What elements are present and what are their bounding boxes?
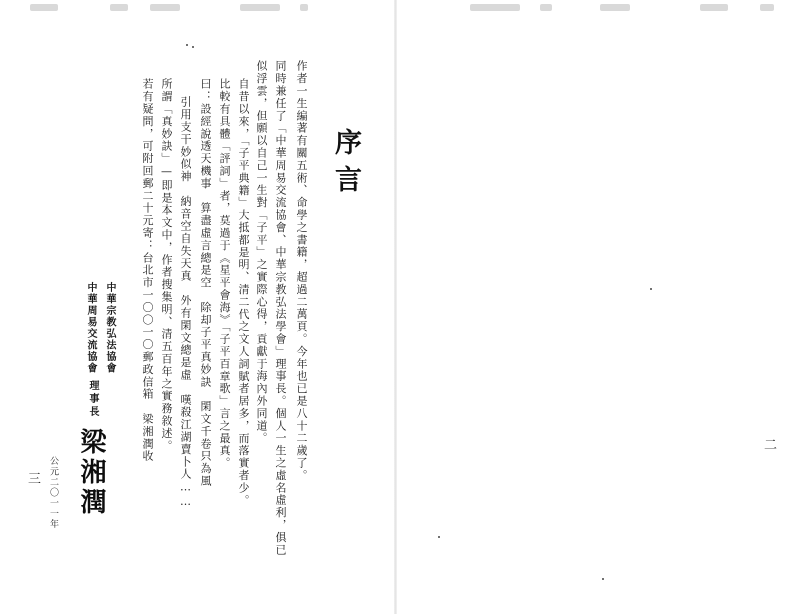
preface-line-2: 同時兼任了「中華周易交流協會、中華宗教弘法學會」理事長。個人一生之虛名虛利，俱已 <box>274 60 287 556</box>
preface-line-6: 曰：設經說透天機事 算盡虛言總是空 除却子平真妙訣 閑文千卷只為風 <box>199 78 212 488</box>
preface-line-8: 所謂「真妙訣」—即是本文中，作者搜集明、清五百年之實務敘述。 <box>160 78 173 452</box>
preface-line-4: 自昔以來，「子平典籍」大抵都是明、清二代之文人詞賦者居多，而落實者少。 <box>237 78 250 507</box>
preface-line-9: 若有疑問，可附回郵二十元寄：台北市一〇〇一〇郵政信箱 梁湘潤收 <box>141 78 154 463</box>
right-page <box>396 0 793 614</box>
scan-speck <box>602 578 604 580</box>
preface-line-7: 引用支干妙似神 納音空自失天真 外有閑文總是虛 嘆殺江湖賣卜人…… <box>179 96 192 510</box>
organization-1: 中華宗教弘法協會 <box>104 282 115 374</box>
page-number-right: 二 <box>764 438 778 453</box>
page-number-left: 三 <box>28 472 42 487</box>
preface-title: 序言 <box>330 128 361 202</box>
preface-date: 公元二〇一一年 <box>48 456 58 530</box>
scan-speck <box>192 46 194 48</box>
left-page <box>0 0 396 614</box>
title-chairman: 理事長 <box>87 380 98 419</box>
author-signature: 梁湘潤 <box>76 428 106 518</box>
organization-2: 中華周易交流協會 <box>85 282 96 374</box>
preface-line-3: 似浮雲，但願以自己一生對「子平」之實際心得，貢獻于海內外同道。 <box>255 60 268 445</box>
scan-speck <box>650 288 652 290</box>
preface-line-5: 比較有具體「評詞」者，莫過于《星平會海》「子平百章歌」言之最真。 <box>218 78 231 470</box>
scan-speck <box>438 536 440 538</box>
preface-line-1: 作者一生編著有關五術、命學之書籍，超過二萬頁。今年也已是八十二歲了。 <box>295 60 308 482</box>
scan-speck <box>186 44 188 46</box>
